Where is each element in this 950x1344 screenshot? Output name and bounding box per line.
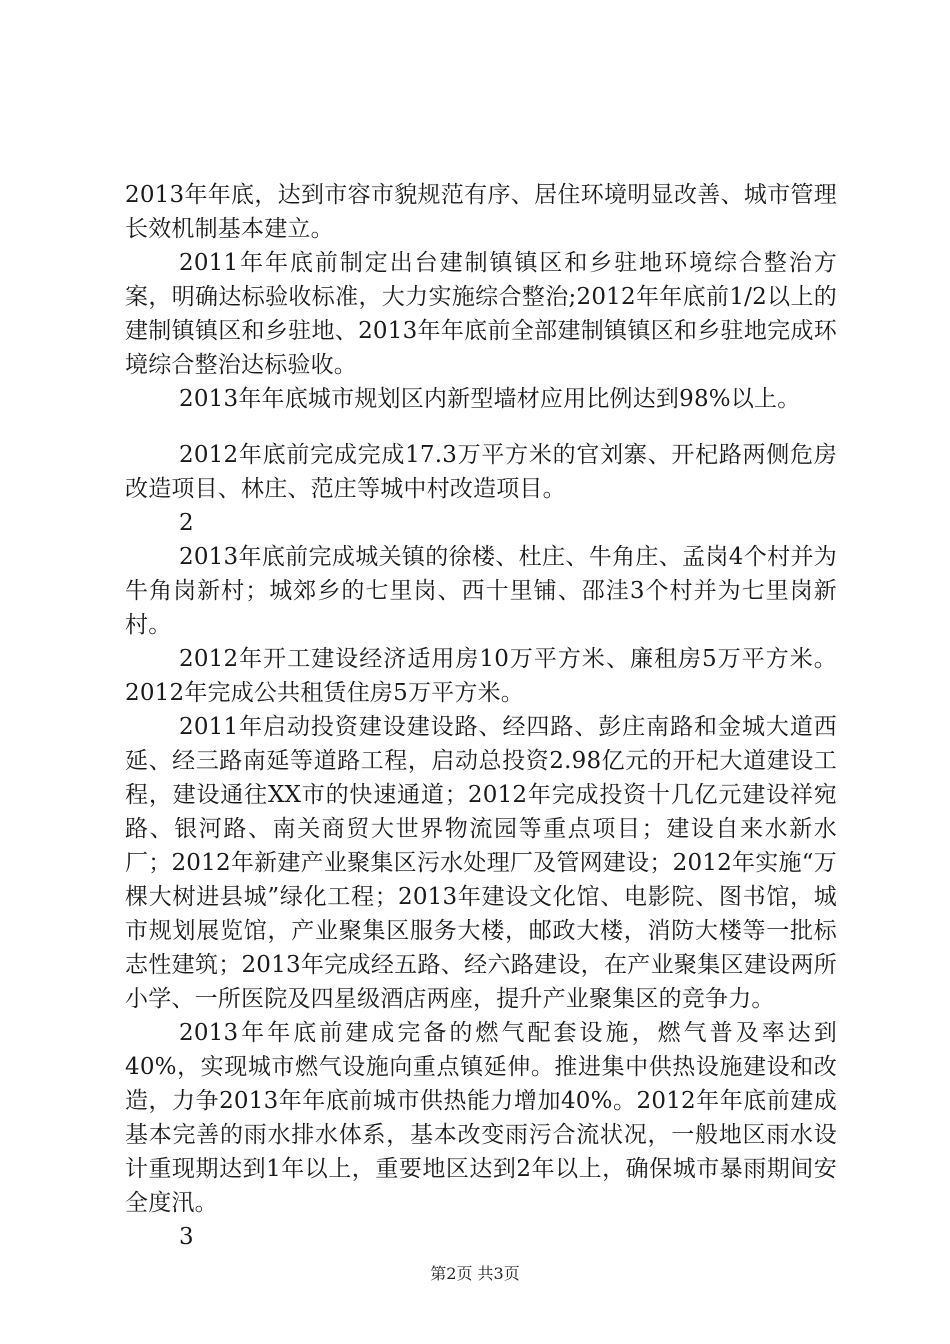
paragraph-8: 2013年年底前建成完备的燃气配套设施，燃气普及率达到40%，实现城市燃气设施向重点镇延伸。推进集中供热设施建设和改造，力争2013年年底前城市供热能力增加40%。2012年年底前建成基本完善的雨水排水体系，基本改变雨污合流状况，一般地区雨水设计重现期达到1年以上，重要地区达到2年以上，确保城市暴雨期间安全度汛。 — [125, 1020, 837, 1216]
document-body — [125, 178, 837, 1254]
paragraph-1: 2013年年底，达到市容市貌规范有序、居住环境明显改善、城市管理长效机制基本建立。 — [125, 182, 837, 242]
paragraph-3: 2013年年底城市规划区内新型墙材应用比例达到98%以上。 — [179, 386, 801, 412]
inline-page-number-2: 2 — [179, 510, 194, 536]
paragraph-7: 2011年启动投资建设建设路、经四路、彭庄南路和金城大道西延、经三路南延等道路工程，启动总投资2.98亿元的开杞大道建设工程，建设通往XX市的快速通道；2012年完成投资十几亿元建设祥宛路、银河路、南关商贸大世界物流园等重点项目；建设自来水新水厂；2012年新建产业聚集区污水处理厂及管网建设；2012年实施“万棵大树进县城”绿化工程；2013年建设文化馆、电影院、图书馆，城市规划展览馆，产业聚集区服务大楼，邮政大楼，消防大楼等一批标志性建筑；2013年完成经五路、经六路建设，在产业聚集区建设两所小学、一所医院及四星级酒店两座，提升产业聚集区的竞争力。 — [125, 714, 837, 1012]
paragraph-5: 2013年底前完成城关镇的徐楼、杜庄、牛角庄、孟岗4个村并为牛角岗新村；城郊乡的七里岗、西十里铺、邵洼3个村并为七里岗新村。 — [125, 544, 837, 638]
paragraph-6: 2012年开工建设经济适用房10万平方米、廉租房5万平方米。2012年完成公共租赁住房5万平方米。 — [125, 646, 837, 706]
page-footer: 第2页 共3页 — [430, 1264, 520, 1283]
paragraph-4: 2012年底前完成完成17.3万平方米的官刘寨、开杞路两侧危房改造项目、林庄、范庄等城中村改造项目。 — [125, 442, 837, 502]
paragraph-2: 2011年年底前制定出台建制镇镇区和乡驻地环境综合整治方案，明确达标验收标准，大力实施综合整治;2012年年底前1/2以上的建制镇镇区和乡驻地、2013年年底前全部建制镇镇区和乡驻地完成环境综合整治达标验收。 — [125, 250, 837, 378]
inline-page-number-3: 3 — [179, 1224, 194, 1250]
